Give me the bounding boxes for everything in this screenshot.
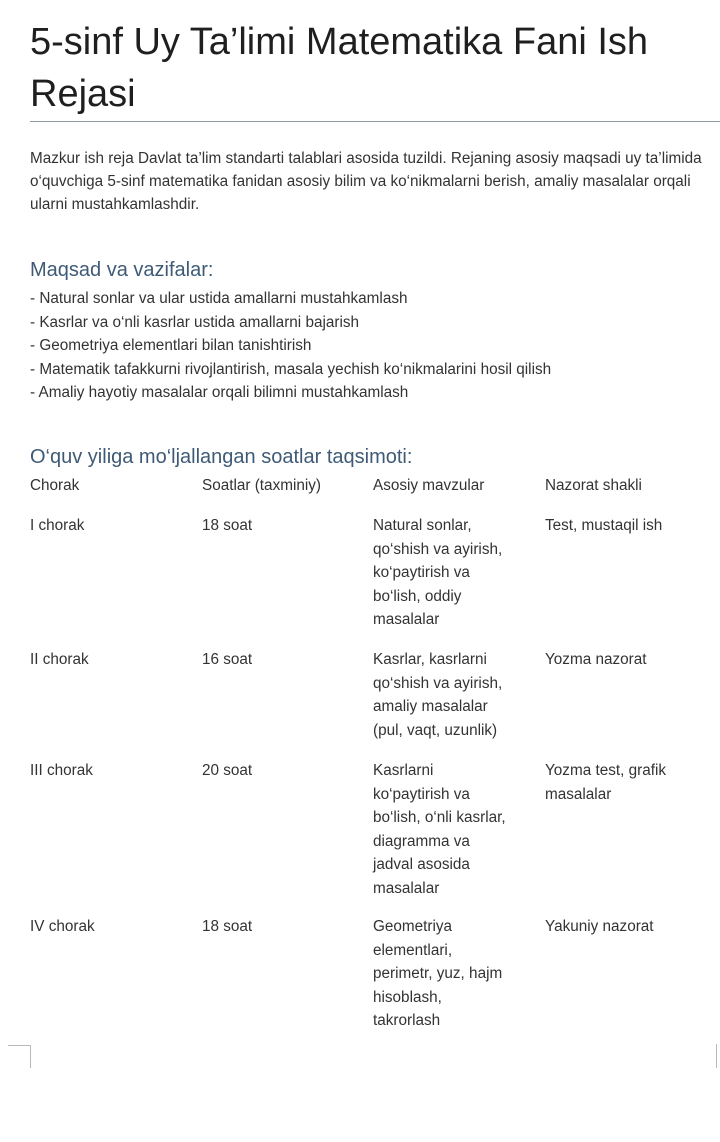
topic-line: Geometriya	[373, 918, 453, 935]
table-row-2-control	[545, 648, 715, 672]
topic-line: qo‘shish va ayirish,	[373, 674, 503, 692]
topic-line: qo‘shish va ayirish,	[373, 540, 503, 558]
column-header-control: Nazorat shakli	[545, 477, 642, 494]
topic-line: perimetr, yuz, hajm	[373, 965, 503, 982]
hours-heading: O‘quv yiliga mo‘ljallangan soatlar taqsimoti:	[30, 446, 413, 468]
topic-line: masalalar	[373, 611, 440, 628]
topic-line: (pul, vaqt, uzunlik)	[373, 721, 498, 739]
topic-line: hisoblash,	[373, 988, 442, 1006]
goals-list	[30, 287, 710, 405]
page-corner-marker-right	[716, 1044, 719, 1068]
table-row-4-topics	[373, 915, 533, 1033]
list-item: - Natural sonlar va ular ustida amallarni mustahkamlash	[30, 290, 408, 307]
topic-line: Kasrlar, kasrlarni	[373, 651, 487, 668]
table-row-3-topics	[373, 759, 533, 900]
table-row-1-hours: 18 soat	[202, 517, 253, 534]
table-row-1-quarter: I chorak	[30, 517, 85, 534]
topic-line: jadval asosida	[373, 856, 470, 873]
control-line: Yozma nazorat	[545, 651, 647, 668]
topic-line: elementlari,	[373, 941, 453, 959]
column-header-hours: Soatlar (taxminiy)	[202, 477, 322, 494]
control-line: Yakuniy nazorat	[545, 918, 654, 935]
list-item: - Amaliy hayotiy masalalar orqali bilimni mustahkamlash	[30, 384, 409, 401]
table-row-4-control	[545, 915, 715, 939]
topic-line: ko‘paytirish va	[373, 564, 470, 581]
topic-line: masalalar	[373, 879, 440, 897]
list-item: - Kasrlar va o‘nli kasrlar ustida amallarni bajarish	[30, 313, 360, 331]
table-row-4-quarter: IV chorak	[30, 918, 95, 935]
column-header-quarter: Chorak	[30, 477, 80, 494]
list-item: - Matematik tafakkurni rivojlantirish, masala yechish ko‘nikmalarini hosil qilish	[30, 360, 552, 378]
table-row-3-quarter: III chorak	[30, 762, 93, 779]
title-divider	[30, 121, 720, 122]
control-line: Yozma test, grafik	[545, 762, 667, 779]
control-line: masalalar	[545, 785, 612, 803]
table-row-2-quarter: II chorak	[30, 651, 89, 668]
topic-line: diagramma va	[373, 832, 470, 850]
topic-line: Kasrlarni	[373, 762, 434, 779]
list-item: - Geometriya elementlari bilan tanishtirish	[30, 337, 312, 354]
page-corner-marker-left	[8, 1045, 31, 1068]
table-row-2-hours: 16 soat	[202, 651, 253, 668]
table-row-3-hours: 20 soat	[202, 762, 253, 779]
table-row-1-control	[545, 514, 715, 538]
column-header-topics: Asosiy mavzular	[373, 477, 485, 494]
topic-line: takrorlash	[373, 1012, 441, 1029]
topic-line: bo‘lish, oddiy	[373, 587, 462, 605]
topic-line: bo‘lish, o‘nli kasrlar,	[373, 809, 506, 826]
intro-paragraph: Mazkur ish reja Davlat ta’lim standarti talablari asosida tuzildi. Rejaning asosiy maqsadi uy ta’limida o‘quvchiga 5-sinf matematika fanidan asosiy bilim va ko‘nikmalarni berish, amaliy masalalar orqali ularni mustahkamlashdir.	[30, 150, 702, 213]
topic-line: ko‘paytirish va	[373, 785, 470, 803]
topic-line: amaliy masalalar	[373, 698, 488, 715]
table-row-2-topics	[373, 648, 533, 742]
table-row-3-control	[545, 759, 715, 806]
document-title: 5-sinf Uy Ta’limi Matematika Fani Ish Rejasi	[30, 21, 649, 115]
goals-heading: Maqsad va vazifalar:	[30, 259, 214, 281]
topic-line: Natural sonlar,	[373, 517, 472, 534]
table-row-4-hours: 18 soat	[202, 918, 253, 935]
table-row-1-topics	[373, 514, 533, 632]
control-line: Test, mustaqil ish	[545, 517, 663, 534]
